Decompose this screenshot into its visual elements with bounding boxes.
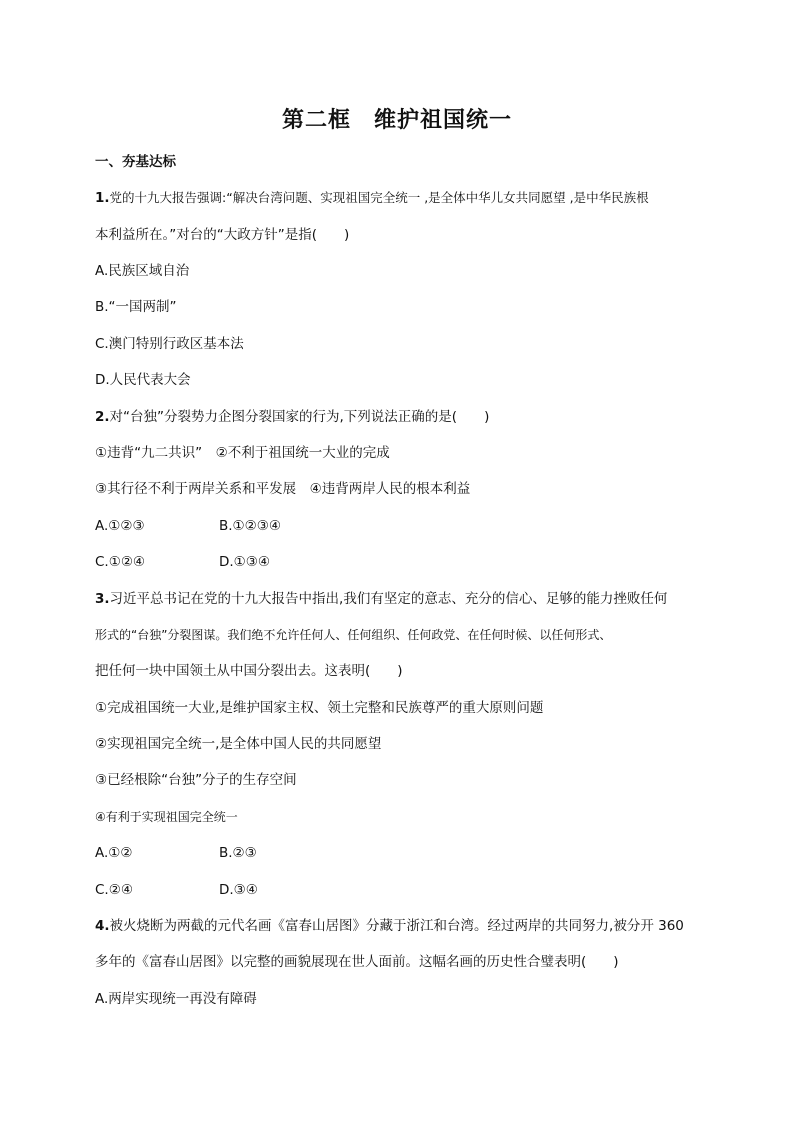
q3-statement-2: ②实现祖国完全统一,是全体中国人民的共同愿望 [95,736,382,752]
page-title: 第二框 维护祖国统一 [281,108,512,133]
q3-number: 3. [95,591,110,607]
q1-option-d: D.人民代表大会 [95,372,191,388]
q1-number: 1. [95,190,110,206]
q3-stem-line1: 3.习近平总书记在党的十九大报告中指出,我们有坚定的意志、充分的信心、足够的能力挫败任何 [95,591,668,607]
q3-stem-line2: 形式的“台独”分裂图谋。我们绝不允许任何人、任何组织、任何政党、在任何时候、以任何形式、 [95,628,612,642]
q2-option-a: A.①②③ [95,518,145,534]
q1-option-b: B.“一国两制” [95,299,177,315]
section-heading: 一、夯基达标 [95,154,176,170]
q1-stem-line2: 本利益所在。”对台的“大政方针”是指( ) [95,227,350,243]
q2-number: 2. [95,409,110,425]
q3-option-b: B.②③ [219,845,257,861]
q1-option-a: A.民族区域自治 [95,263,190,279]
q3-stem-line3: 把任何一块中国领土从中国分裂出去。这表明( ) [95,663,403,679]
q4-number: 4. [95,918,110,934]
q1-option-c: C.澳门特别行政区基本法 [95,336,244,352]
q2-option-d: D.①③④ [219,554,270,570]
q4-stem-line2: 多年的《富春山居图》以完整的画貌展现在世人面前。这幅名画的历史性合璧表明( ) [95,954,619,970]
q3-statement-4: ④有利于实现祖国完全统一 [95,810,238,824]
q2-stem: 2.对“台独”分裂势力企图分裂国家的行为,下列说法正确的是( ) [95,409,490,425]
q3-statement-3: ③已经根除“台独”分子的生存空间 [95,772,297,788]
q2-option-b: B.①②③④ [219,518,281,534]
q4-option-a: A.两岸实现统一再没有障碍 [95,991,257,1007]
q3-option-d: D.③④ [219,882,258,898]
q1-stem-line1: 1.党的十九大报告强调:“解决台湾问题、实现祖国完全统一 ,是全体中华儿女共同愿望 ,是中华民族根 [95,190,649,206]
q2-option-c: C.①②④ [95,554,146,570]
q2-statements-1-2: ①违背“九二共识” ②不利于祖国统一大业的完成 [95,445,390,461]
q2-statements-3-4: ③其行径不利于两岸关系和平发展 ④违背两岸人民的根本利益 [95,481,471,497]
q3-option-c: C.②④ [95,882,133,898]
q3-option-a: A.①② [95,845,133,861]
q3-statement-1: ①完成祖国统一大业,是维护国家主权、领土完整和民族尊严的重大原则问题 [95,700,544,716]
q4-stem-line1: 4.被火烧断为两截的元代名画《富春山居图》分藏于浙江和台湾。经过两岸的共同努力,被分开 360 [95,918,684,934]
